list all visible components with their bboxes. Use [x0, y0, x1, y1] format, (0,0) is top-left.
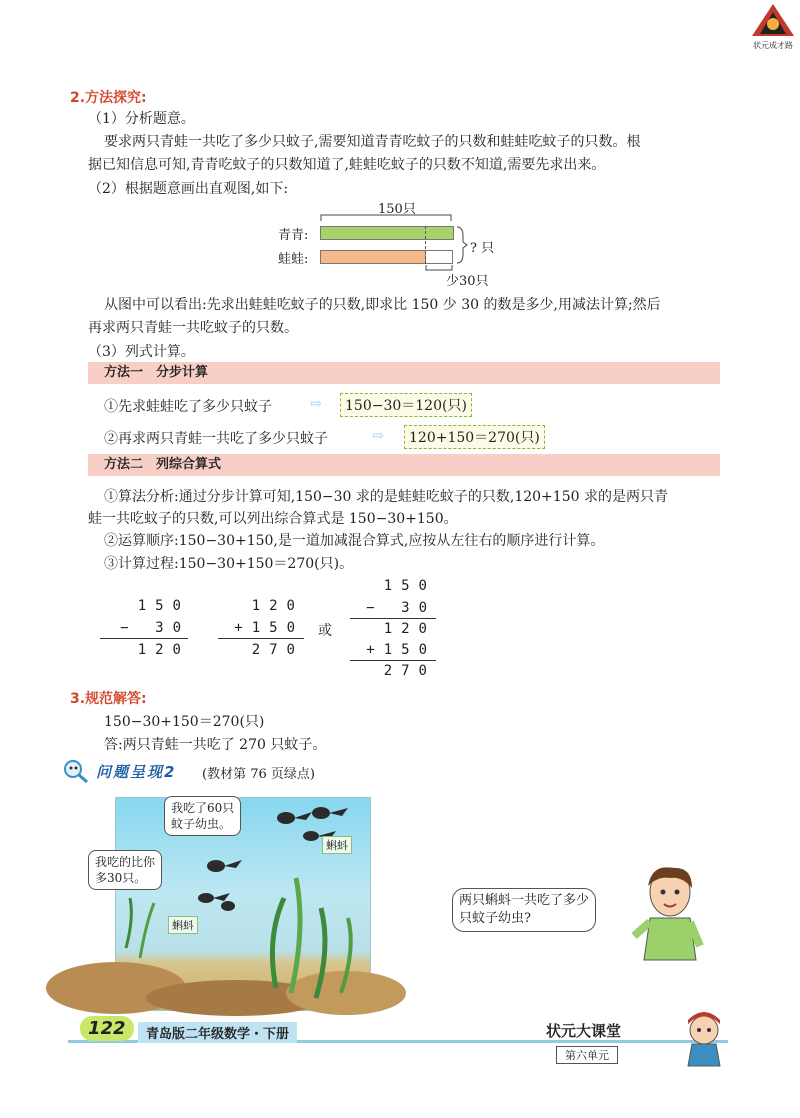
diagram-row2-label: 蛙蛙:	[278, 252, 309, 267]
problem2-title: 问题呈现2	[96, 763, 177, 781]
calc1-result: 120	[137, 642, 190, 658]
boy-character-icon	[630, 862, 710, 962]
calc1-rule	[100, 638, 188, 639]
diagram-less-label: 少30只	[446, 274, 489, 289]
diagram-total-label: 150只	[378, 202, 416, 217]
calc3-line2: − 30	[366, 600, 436, 616]
qingqing-bar	[320, 226, 454, 240]
calc2-rule	[218, 638, 304, 639]
section-2-title: 2.方法探究:	[70, 90, 147, 106]
boy-speech-bubble	[452, 888, 596, 932]
tadpole-bubble-2	[88, 850, 162, 890]
diagram-brace-right-icon	[456, 226, 468, 264]
problem2-ref: (教材第 76 页绿点)	[202, 767, 315, 782]
calc1-line2: − 30	[120, 620, 190, 636]
tag-tadpole-left: 蝌蚪	[168, 916, 198, 934]
pond-illustration	[95, 797, 371, 1011]
boy-bubble-line2: 只蚊子幼虫?	[459, 911, 531, 926]
method2-analysis-line2: 蛙一共吃蚊子的只数,可以列出综合算式是 150−30+150。	[88, 511, 458, 527]
bubble1-line1: 我吃了60只	[171, 801, 235, 815]
method1-step2-result: 120+150＝270(只)	[404, 425, 545, 449]
boy-bubble-line1: 两只蝌蚪一共吃了多少	[459, 893, 590, 908]
logo-text: 状元成才路	[753, 41, 793, 50]
tag-tadpole-right: 蝌蚪	[322, 836, 352, 854]
tadpole-bubble-1	[164, 796, 241, 836]
analysis-heading: （1）分析题意。	[88, 111, 195, 127]
diagram-heading: （2）根据题意画出直观图,如下:	[88, 181, 289, 197]
calc2-line1: 120	[251, 598, 304, 614]
method1-step1-result: 150−30＝120(只)	[340, 393, 472, 417]
logo-emblem-icon	[748, 2, 798, 38]
method1-band: 方法一 分步计算	[88, 362, 720, 384]
calc3-line4: +150	[366, 642, 436, 658]
analysis-text-line1: 要求两只青蛙一共吃了多少只蚊子,需要知道青青吃蚊子的只数和蛙蛙吃蚊子的只数。根	[104, 134, 641, 150]
magnifier-mascot-icon	[62, 758, 90, 784]
wawa-bar	[320, 250, 426, 264]
calc2-line2: +150	[234, 620, 304, 636]
bubble2-line2: 多30只。	[95, 871, 147, 885]
bar-diagram	[270, 198, 520, 288]
publisher-logo	[748, 2, 798, 48]
explanation-line1: 从图中可以看出:先求出蛙蛙吃蚊子的只数,即求比 150 少 30 的数是多少,用减法计算;然后	[104, 297, 661, 313]
or-text: 或	[318, 623, 332, 639]
diagram-dashed-divider	[425, 226, 426, 264]
answer-formula: 150−30+150＝270(只)	[104, 714, 265, 730]
diagram-gap	[426, 250, 453, 264]
calc3-line3: 120	[383, 621, 436, 637]
method2-order: ②运算顺序:150−30+150,是一道加减混合算式,应按从左往右的顺序进行计算。	[104, 533, 605, 549]
book-title: 青岛版二年级数学・下册	[138, 1022, 297, 1043]
diagram-brace-top-icon	[320, 212, 452, 222]
method1-step2: ②再求两只青蛙一共吃了多少只蚊子	[104, 431, 328, 447]
mascot-doll-icon	[676, 1008, 732, 1068]
calculation-heading: （3）列式计算。	[88, 344, 195, 360]
calc3-rule2	[350, 660, 436, 661]
method2-band: 方法二 列综合算式	[88, 454, 720, 476]
brand-title: 状元大课堂	[546, 1022, 622, 1040]
calc3-result: 270	[383, 663, 436, 679]
step1-arrow-icon: ⇨	[310, 396, 322, 412]
pond-scene-icon	[116, 798, 370, 1010]
method2-process: ③计算过程:150−30+150＝270(只)。	[104, 556, 354, 572]
page-number: 122	[80, 1016, 134, 1041]
calc1-line1: 150	[137, 598, 190, 614]
unit-label: 第六单元	[556, 1046, 618, 1064]
step2-arrow-icon: ⇨	[372, 428, 384, 444]
answer-sentence: 答:两只青蛙一共吃了 270 只蚊子。	[104, 737, 327, 753]
problem2-header	[62, 758, 362, 784]
calc3-rule1	[350, 618, 436, 619]
section-3-title: 3.规范解答:	[70, 691, 147, 707]
analysis-text-line2: 据已知信息可知,青青吃蚊子的只数知道了,蛙蛙吃蚊子的只数不知道,需要先求出来。	[88, 157, 606, 173]
bubble2-line1: 我吃的比你	[95, 855, 156, 869]
diagram-row1-label: 青青:	[278, 228, 309, 243]
method2-analysis-line1: ①算法分析:通过分步计算可知,150−30 求的是蛙蛙吃蚊子的只数,120+150 求的是两只青	[104, 489, 668, 505]
method1-step1: ①先求蛙蛙吃了多少只蚊子	[104, 399, 272, 415]
calc3-line1: 150	[383, 578, 436, 594]
explanation-line2: 再求两只青蛙一共吃蚊子的只数。	[88, 320, 298, 336]
diagram-question: ? 只	[470, 241, 495, 256]
bubble1-line2: 蚊子幼虫。	[171, 817, 232, 831]
calc2-result: 270	[251, 642, 304, 658]
